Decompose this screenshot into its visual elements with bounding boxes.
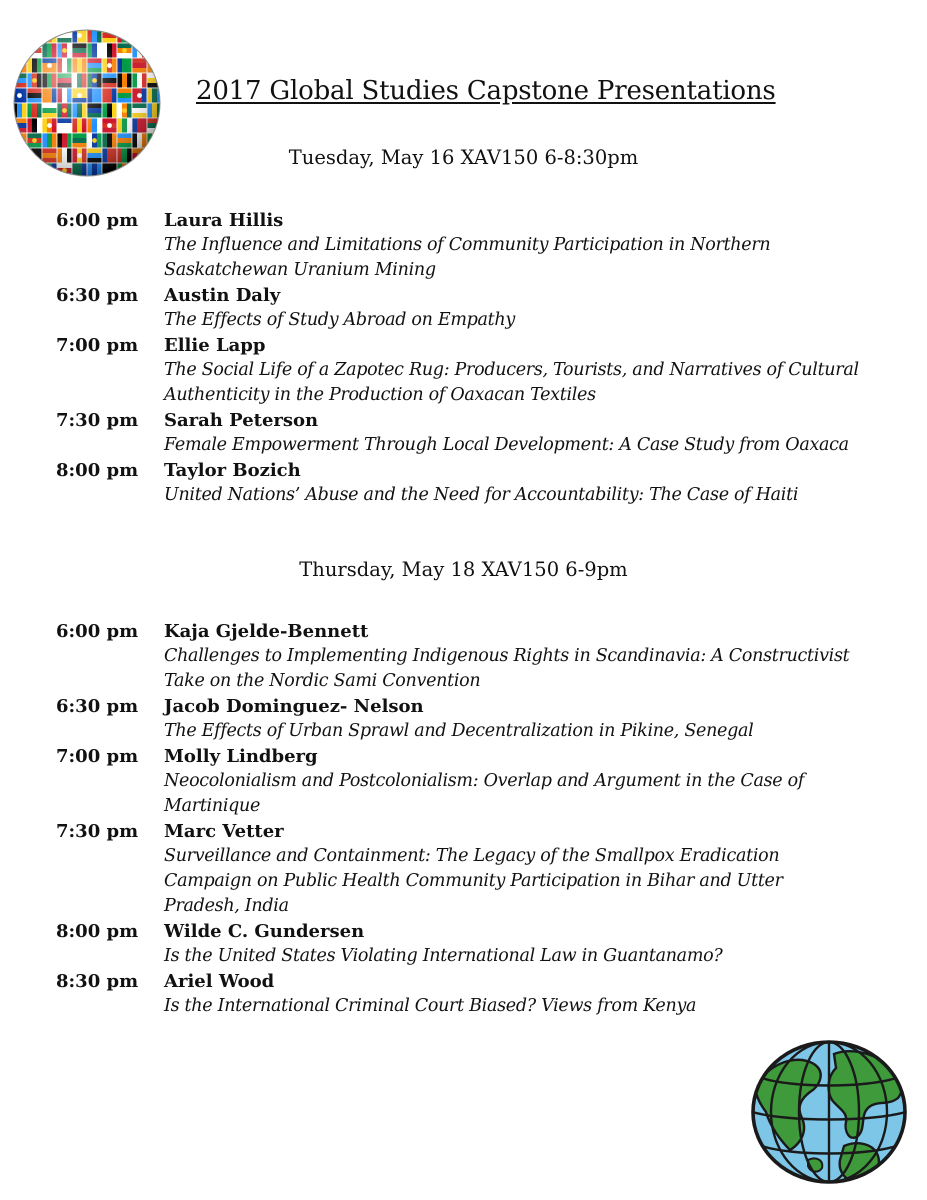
schedule-slot (0, 619, 927, 694)
schedule-slot (0, 208, 927, 283)
presentation-title-line: Neocolonialism and Postcolonialism: Overlap and Argument in the Case of (164, 771, 804, 791)
presentation-title-line: Pradesh, India (164, 896, 289, 916)
earth-globe-icon (748, 1036, 910, 1186)
presentation-title-line: Campaign on Public Health Community Participation in Bihar and Utter (164, 871, 783, 891)
presentation-title-line: The Social Life of a Zapotec Rug: Producers, Tourists, and Narratives of Cultural (164, 360, 859, 380)
presentation-title-line: Surveillance and Containment: The Legacy of the Smallpox Eradication (164, 846, 780, 866)
slot-content (164, 619, 894, 694)
tuesday-schedule (0, 208, 927, 508)
schedule-slot (0, 408, 927, 458)
slot-content (164, 333, 894, 408)
presentation-title-line: Challenges to Implementing Indigenous Rights in Scandinavia: A Constructivist (164, 646, 850, 666)
slot-content (164, 694, 894, 744)
schedule-slot (0, 969, 927, 1019)
presenter-name: Austin Daly (164, 285, 281, 306)
slot-content (164, 458, 894, 508)
slot-time: 7:00 pm (56, 335, 139, 356)
slot-content (164, 819, 894, 919)
presenter-name: Sarah Peterson (164, 410, 319, 431)
slot-time: 6:30 pm (56, 696, 139, 717)
presentation-title-line: Saskatchewan Uranium Mining (164, 260, 436, 280)
slot-content (164, 408, 894, 458)
slot-time: 6:00 pm (56, 210, 139, 231)
slot-content (164, 744, 894, 819)
presenter-name: Molly Lindberg (164, 746, 318, 767)
presentation-title-line: Martinique (164, 796, 261, 816)
presenter-name: Laura Hillis (164, 210, 284, 231)
presentation-title-line: The Effects of Study Abroad on Empathy (164, 310, 515, 330)
schedule-slot (0, 919, 927, 969)
slot-content (164, 283, 894, 333)
slot-time: 6:30 pm (56, 285, 139, 306)
slot-content (164, 208, 894, 283)
slot-content (164, 969, 894, 1019)
schedule-slot (0, 283, 927, 333)
slot-time: 7:00 pm (56, 746, 139, 767)
presenter-name: Taylor Bozich (164, 460, 301, 481)
slot-time: 7:30 pm (56, 821, 139, 842)
schedule-slot (0, 819, 927, 919)
presentation-title-line: Is the United States Violating International Law in Guantanamo? (164, 946, 723, 966)
presentation-title-line: United Nations’ Abuse and the Need for Accountability: The Case of Haiti (164, 485, 799, 505)
presenter-name: Ellie Lapp (164, 335, 266, 356)
schedule-slot (0, 333, 927, 408)
presenter-name: Ariel Wood (164, 971, 275, 992)
presenter-name: Kaja Gjelde-Bennett (164, 621, 369, 642)
slot-time: 8:30 pm (56, 971, 139, 992)
thursday-schedule (0, 619, 927, 1019)
slot-time: 8:00 pm (56, 460, 139, 481)
slot-time: 6:00 pm (56, 621, 139, 642)
session-heading-thursday: Thursday, May 18 XAV150 6-9pm (299, 558, 628, 581)
slot-time: 7:30 pm (56, 410, 139, 431)
schedule-slot (0, 458, 927, 508)
slot-time: 8:00 pm (56, 921, 139, 942)
presenter-name: Wilde C. Gundersen (164, 921, 365, 942)
presentation-title-line: Take on the Nordic Sami Convention (164, 671, 481, 691)
presentation-title-line: Female Empowerment Through Local Development: A Case Study from Oaxaca (164, 435, 849, 455)
page-title: 2017 Global Studies Capstone Presentations (196, 76, 776, 106)
presenter-name: Jacob Dominguez- Nelson (164, 696, 424, 717)
presenter-name: Marc Vetter (164, 821, 284, 842)
schedule-slot (0, 694, 927, 744)
presentation-title-line: Authenticity in the Production of Oaxacan Textiles (164, 385, 596, 405)
presentation-title-line: The Effects of Urban Sprawl and Decentralization in Pikine, Senegal (164, 721, 754, 741)
session-heading-tuesday: Tuesday, May 16 XAV150 6-8:30pm (288, 146, 639, 169)
slot-content (164, 919, 894, 969)
schedule-slot (0, 744, 927, 819)
presentation-title-line: The Influence and Limitations of Community Participation in Northern (164, 235, 771, 255)
presentation-title-line: Is the International Criminal Court Biased? Views from Kenya (164, 996, 697, 1016)
